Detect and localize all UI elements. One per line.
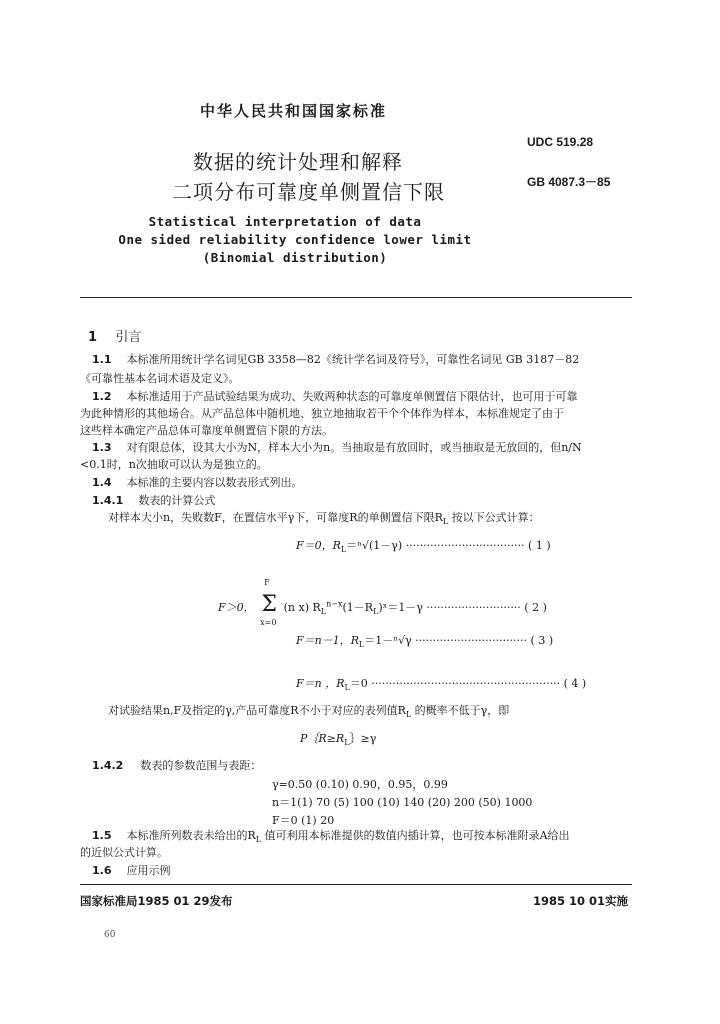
para-subscript: L — [255, 835, 262, 845]
sum-lower-limit: x=0 — [260, 618, 277, 627]
title-cn-line1: 数据的统计处理和解释 — [193, 150, 403, 174]
para-tail: 值可利用本标准提供的数值内插计算，也可按本标准附录A给出 — [261, 829, 570, 842]
para-1-4-2-heading — [92, 759, 261, 773]
formula-3 — [296, 632, 553, 649]
formula-1 — [296, 537, 551, 554]
formula-2 — [218, 578, 547, 627]
para-text: 本标准所列数表未给出的R — [126, 829, 256, 842]
intro-tail: 按以下公式计算： — [448, 511, 540, 524]
param-gamma: γ=0.50 (0.10) 0.90，0.95，0.99 — [272, 778, 448, 791]
formula-subscript-2: L — [373, 607, 379, 617]
para-text: 对有限总体，设其大小为N，样本大小为n。当抽取是有放回时，或当抽取是无放回的，但n/N — [126, 441, 582, 454]
after-formula-subscript: L — [405, 710, 412, 720]
clause-number: 1.4.1 — [92, 494, 124, 507]
sum-glyph: Σ — [261, 592, 277, 617]
para-1-4-1-intro — [108, 511, 540, 529]
issuing-authority: 中华人民共和国国家标准 — [200, 102, 388, 120]
section-title: 引言 — [115, 330, 142, 345]
para-1-5-line1 — [92, 829, 570, 847]
formula-tail: (1－R — [342, 601, 374, 614]
para-text: 本标准适用于产品试验结果为成功、失败两种状态的可靠度单侧置信下限估计，也可用于可靠 — [126, 390, 578, 403]
para-1-4 — [92, 476, 303, 490]
header-rule — [80, 297, 632, 298]
section-1-heading — [88, 326, 141, 345]
formula-binomial: (n x) R — [283, 601, 321, 614]
formula-lhs: F＝n－1，R — [296, 634, 359, 647]
para-1-3-line1 — [92, 441, 582, 455]
prob-subscript: L — [344, 738, 350, 748]
param-n: n＝1(1) 70 (5) 100 (10) 140 (20) 200 (50) 1000 — [272, 796, 533, 809]
footer-rule — [80, 884, 632, 885]
clause-number: 1.6 — [92, 864, 112, 877]
formula-rhs: ＝ⁿ√(1－γ) ·································· ( 1 ) — [346, 539, 551, 552]
formula-subscript: L — [344, 683, 350, 693]
section-number: 1 — [88, 330, 98, 345]
issue-date: 国家标准局1985 01 29发布 — [80, 894, 233, 908]
formula-subscript: L — [320, 607, 327, 617]
summation-symbol — [258, 578, 280, 627]
para-1-2-line1 — [92, 390, 578, 404]
effective-date: 1985 10 01实施 — [533, 894, 629, 908]
formula-subscript: L — [359, 640, 365, 650]
para-text: 本标准所用统计学名词见GB 3358—82《统计学名词及符号》，可靠性名词见 GB 3187－82 — [126, 353, 580, 366]
formula-superscript: n−x — [326, 599, 343, 609]
standard-number: GB 4087.3－85 — [527, 175, 611, 189]
para-after-formula — [108, 704, 509, 722]
clause-title: 数表的参数范围与表距： — [140, 759, 262, 772]
udc-number: UDC 519.28 — [527, 135, 594, 149]
formula-rhs: ＝0 ······················································ ( 4 ) — [349, 677, 587, 690]
formula-rhs: ＝1－ⁿ√γ ································ ( 3 ) — [364, 634, 554, 647]
clause-number: 1.3 — [92, 441, 112, 454]
clause-number: 1.1 — [92, 353, 112, 366]
para-1-6 — [92, 864, 171, 878]
para-1-3-line2: <0.1时，n次抽取可以认为是独立的。 — [80, 458, 268, 471]
para-text: 本标准的主要内容以数表形式列出。 — [126, 476, 303, 489]
formula-lhs: F＝n ，R — [296, 677, 345, 690]
formula-4 — [296, 675, 586, 692]
para-1-5-line2: 的近似公式计算。 — [80, 846, 168, 859]
para-1-2-line2: 为此种情形的其他场合。从产品总体中随机地、独立地抽取若干个个体作为样本，本标准规定了由于 — [80, 407, 564, 420]
para-1-2-line3: 这些样本确定产品总体可靠度单侧置信下限的方法。 — [80, 424, 333, 437]
para-1-4-1-heading — [92, 494, 215, 508]
formula-subscript: L — [340, 545, 347, 555]
clause-number: 1.4.2 — [92, 759, 124, 772]
clause-title: 数表的计算公式 — [138, 494, 216, 507]
para-1-1-line1 — [92, 353, 579, 367]
para-text: 应用示例 — [126, 864, 171, 877]
sum-upper-limit: F — [264, 578, 270, 587]
probability-statement — [300, 730, 376, 747]
clause-number: 1.5 — [92, 829, 112, 842]
param-f: F＝0 (1) 20 — [272, 814, 335, 827]
title-en-line1: Statistical interpretation of data — [148, 214, 422, 229]
title-cn-line2: 二项分布可靠度单侧置信下限 — [172, 180, 445, 204]
prob-tail: ｝≥γ — [349, 732, 377, 745]
intro-text: 对样本大小n，失败数F，在置信水平γ下，可靠度R的单侧置信下限R — [108, 511, 443, 524]
clause-number: 1.2 — [92, 390, 112, 403]
formula-lhs: F＝0，R — [296, 539, 341, 552]
formula-lhs: F＞0， — [218, 601, 255, 614]
page-number: 60 — [104, 930, 116, 940]
prob-text: P｛R≥R — [300, 732, 345, 745]
clause-number: 1.4 — [92, 476, 112, 489]
after-formula-text: 对试验结果n,F及指定的γ,产品可靠度R不小于对应的表列值R — [108, 704, 406, 717]
title-en-line3: (Binomial distribution) — [202, 250, 388, 265]
formula-tail-2: )ˣ＝1－γ ··························· ( 2 ) — [378, 601, 547, 614]
after-formula-tail: 的概率不低于γ，即 — [411, 704, 510, 717]
intro-subscript: L — [442, 517, 449, 527]
title-en-line2: One sided reliability confidence lower limit — [118, 232, 472, 247]
para-1-1-line2: 《可靠性基本名词术语及定义》。 — [80, 372, 240, 385]
